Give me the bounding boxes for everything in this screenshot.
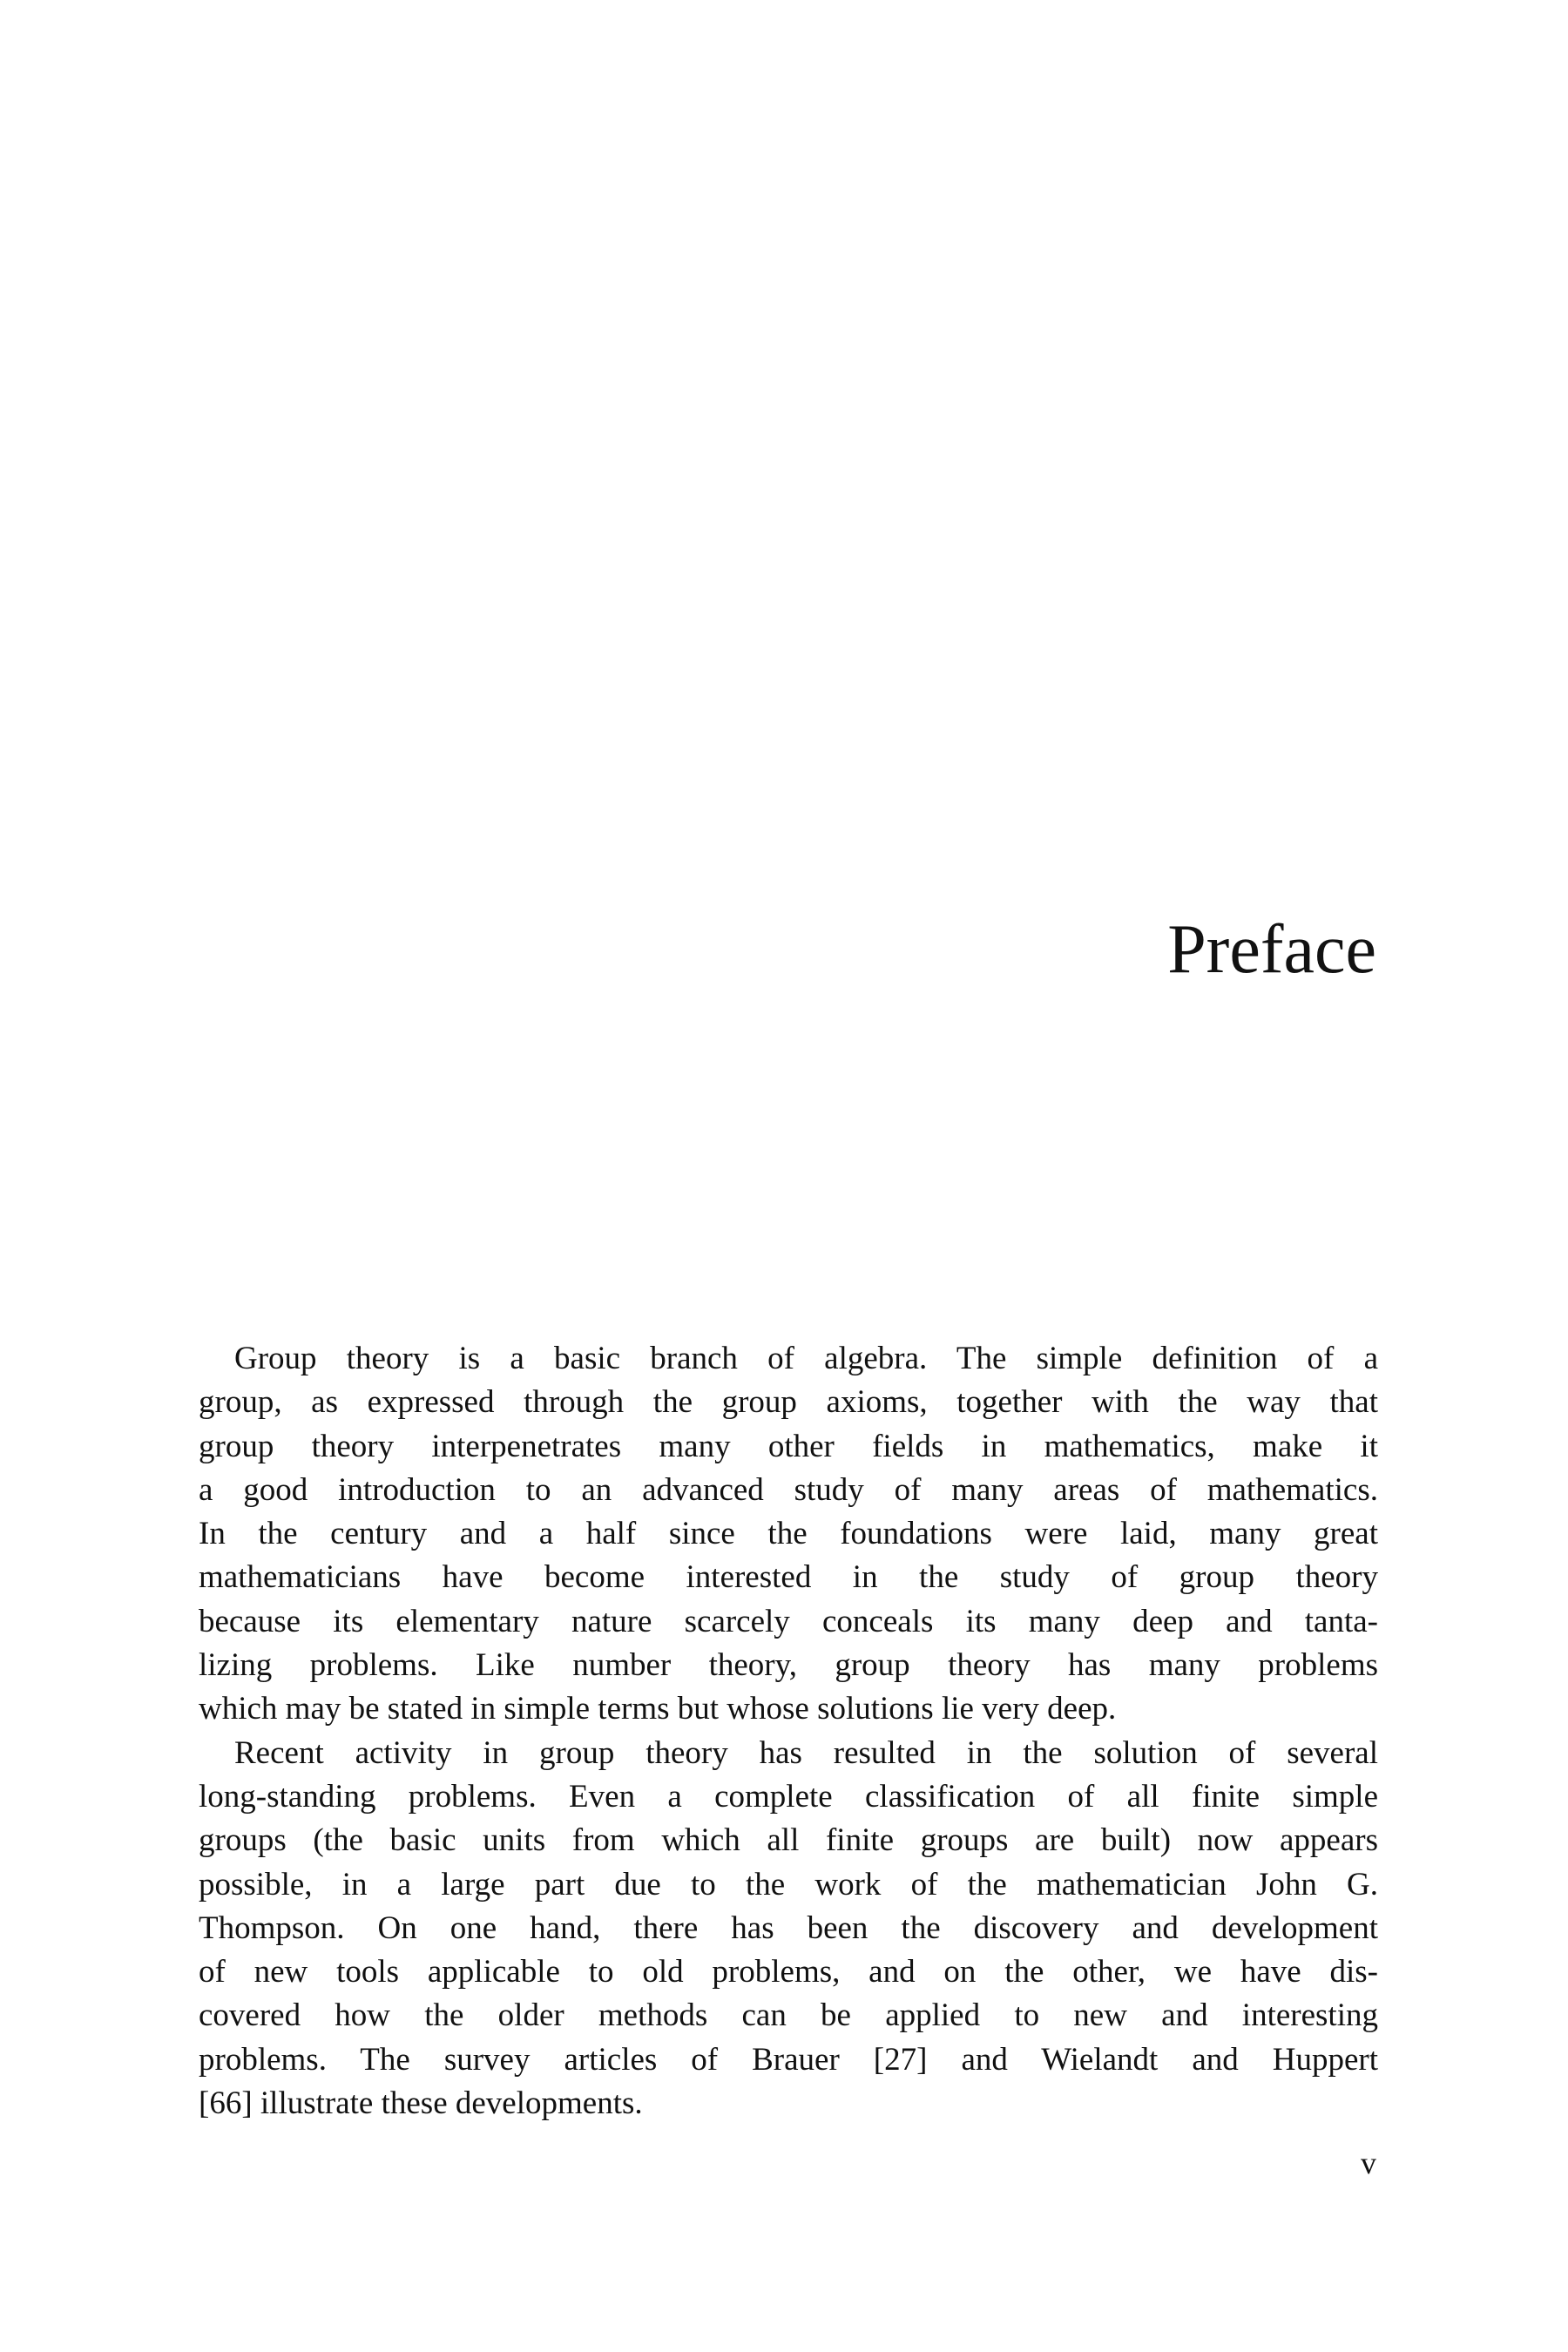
preface-body xyxy=(199,1337,1378,2126)
text-line: group, as expressed through the group axioms, together with the way that xyxy=(199,1384,1378,1421)
text-line: [66] illustrate these developments. xyxy=(199,2085,643,2122)
paragraph xyxy=(199,1337,1378,1732)
text-line: which may be stated in simple terms but whose solutions lie very deep. xyxy=(199,1691,1117,1727)
text-line: lizing problems. Like number theory, group theory has many problems xyxy=(199,1647,1378,1684)
text-line: covered how the older methods can be applied to new and interesting xyxy=(199,1997,1378,2034)
text-line: a good introduction to an advanced study of many areas of mathematics. xyxy=(199,1471,1378,1508)
text-line: mathematicians have become interested in the study of group theory xyxy=(199,1559,1378,1596)
text-line: Group theory is a basic branch of algebra. The simple definition of a xyxy=(234,1341,1378,1376)
page-number: v xyxy=(1361,2146,1376,2180)
text-line: problems. The survey articles of Brauer [27] and Wielandt and Huppert xyxy=(199,2041,1378,2078)
text-line: of new tools applicable to old problems, and on the other, we have dis- xyxy=(199,1954,1378,1990)
text-line: because its elementary nature scarcely conceals its many deep and tanta- xyxy=(199,1603,1378,1639)
text-line: possible, in a large part due to the work of the mathematician John G. xyxy=(199,1866,1378,1903)
paragraph xyxy=(199,1732,1378,2126)
text-line: groups (the basic units from which all finite groups are built) now appears xyxy=(199,1822,1378,1859)
text-line: In the century and a half since the foundations were laid, many great xyxy=(199,1516,1378,1552)
text-line: Recent activity in group theory has resulted in the solution of several xyxy=(234,1734,1378,1771)
text-line: long-standing problems. Even a complete classification of all finite simple xyxy=(199,1778,1378,1815)
page-title: Preface xyxy=(1167,911,1376,988)
text-line: Thompson. On one hand, there has been the discovery and development xyxy=(199,1909,1378,1946)
text-line: group theory interpenetrates many other fields in mathematics, make it xyxy=(199,1428,1378,1464)
